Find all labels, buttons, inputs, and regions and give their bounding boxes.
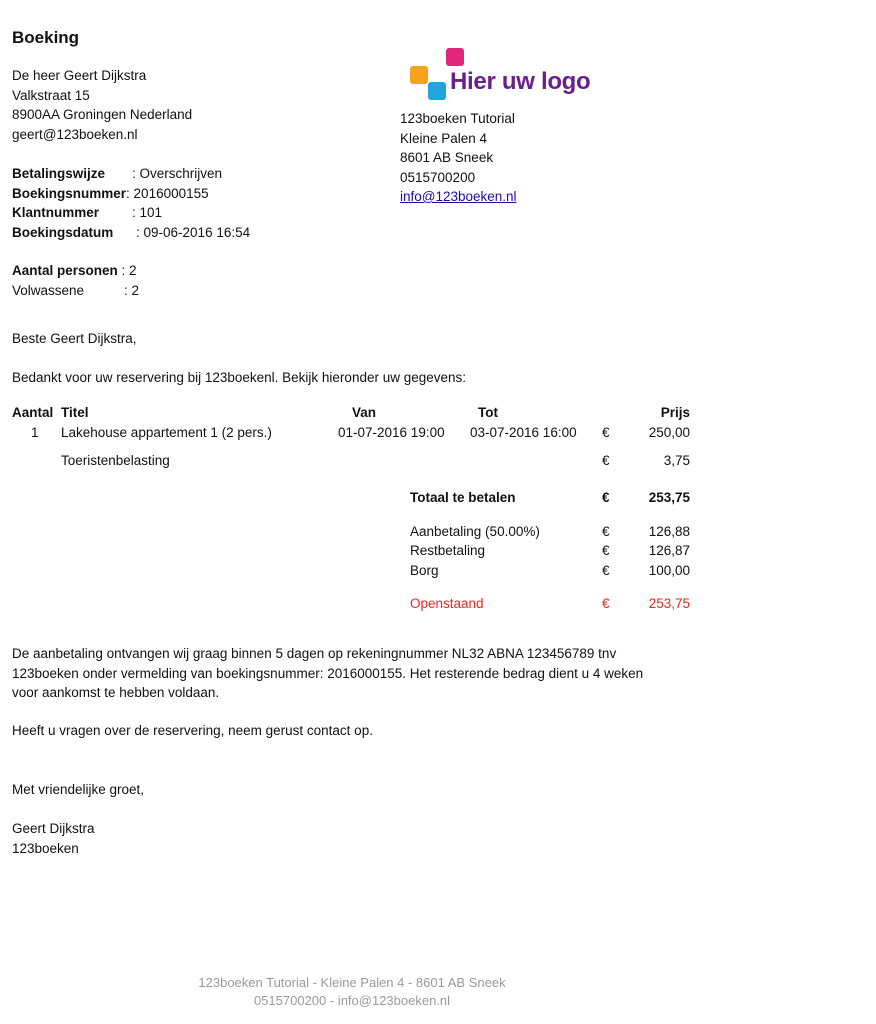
- logo-blue-tile: [428, 82, 446, 100]
- row-title: Toeristenbelasting: [61, 453, 170, 468]
- payment-currency: €: [602, 543, 610, 558]
- signature-name: Geert Dijkstra: [12, 821, 95, 836]
- header-qty: Aantal: [12, 405, 54, 420]
- detail-label: Boekingsdatum: [12, 224, 114, 240]
- header-title: Titel: [61, 405, 89, 420]
- detail-payment-method: Betalingswijze : Overschrijven: [12, 164, 250, 184]
- persons-adults: Volwassene : 2: [12, 281, 139, 301]
- customer-address: [12, 66, 192, 144]
- logo-pink-tile: [446, 48, 464, 66]
- detail-value: 09-06-2016 16:54: [143, 224, 251, 240]
- company-logo: [410, 48, 590, 102]
- detail-label: Boekingsnummer: [12, 185, 127, 201]
- payment-value: 126,88: [648, 524, 690, 539]
- header-to: Tot: [478, 405, 498, 420]
- questions-text: Heeft u vragen over de reservering, neem gerust contact op.: [12, 723, 373, 738]
- row-currency: €: [602, 453, 610, 468]
- payment-text-line: voor aankomst te hebben voldaan.: [12, 685, 220, 700]
- detail-value: Overschrijven: [139, 166, 223, 181]
- closing-text: Met vriendelijke groet,: [12, 782, 145, 797]
- total-label: Totaal te betalen: [410, 490, 516, 505]
- outstanding-value: 253,75: [648, 596, 690, 611]
- row-qty: 1: [31, 425, 39, 440]
- customer-name: De heer Geert Dijkstra: [12, 68, 147, 83]
- row-price: 3,75: [663, 453, 690, 468]
- detail-value: 101: [139, 205, 163, 220]
- payment-label: Restbetaling: [410, 543, 486, 558]
- row-from: 01-07-2016 19:00: [338, 425, 445, 440]
- booking-details: [12, 164, 250, 242]
- company-name: 123boeken Tutorial: [400, 111, 515, 126]
- payment-currency: €: [602, 524, 610, 539]
- customer-street: Valkstraat 15: [12, 87, 90, 103]
- detail-label: Klantnummer: [12, 205, 100, 220]
- signature: [12, 819, 95, 858]
- document-title: Boeking: [12, 28, 80, 47]
- detail-booking-number: Boekingsnummer: 2016000155: [12, 184, 250, 204]
- payment-instructions: [12, 644, 643, 703]
- logo-orange-tile: [410, 66, 428, 84]
- customer-city: 8900AA Groningen Nederland: [12, 107, 193, 122]
- row-to: 03-07-2016 16:00: [470, 425, 577, 440]
- footer-address: 123boeken Tutorial - Kleine Palen 4 - 8601 AB Sneek: [198, 975, 506, 990]
- persons-label: Aantal personen: [12, 263, 118, 278]
- company-phone: 0515700200: [400, 169, 476, 185]
- page-footer: [0, 974, 704, 1010]
- adults-label: Volwassene: [12, 282, 85, 298]
- payment-label: Borg: [410, 563, 439, 578]
- persons-info: [12, 261, 139, 300]
- company-city: 8601 AB Sneek: [400, 150, 494, 165]
- header-from: Van: [352, 405, 377, 420]
- company-street: Kleine Palen 4: [400, 130, 488, 146]
- header-price: Prijs: [660, 405, 690, 420]
- intro-text: Bedankt voor uw reservering bij 123boekenl. Bekijk hieronder uw gegevens:: [12, 370, 467, 385]
- row-title: Lakehouse appartement 1 (2 pers.): [61, 425, 272, 440]
- outstanding-currency: €: [602, 596, 610, 611]
- persons-total: Aantal personen : 2: [12, 261, 139, 281]
- persons-value: 2: [129, 263, 137, 278]
- adults-value: 2: [131, 282, 140, 298]
- detail-label: Betalingswijze: [12, 166, 106, 181]
- payment-label: Aanbetaling (50.00%): [410, 524, 540, 539]
- customer-email: geert@123boeken.nl: [12, 126, 138, 142]
- logo-text: Hier uw logo: [450, 68, 591, 95]
- detail-customer-number: Klantnummer : 101: [12, 203, 250, 223]
- payment-text-line: 123boeken onder vermelding van boekingsnummer: 2016000155. Het resterende bedrag dient u 4 weken: [12, 665, 644, 681]
- signature-company: 123boeken: [12, 840, 79, 856]
- detail-value: 2016000155: [133, 185, 209, 201]
- payment-value: 100,00: [648, 563, 690, 578]
- payment-currency: €: [602, 563, 610, 578]
- footer-contact: 0515700200 - info@123boeken.nl: [253, 993, 451, 1008]
- row-price: 250,00: [648, 425, 690, 440]
- total-value: 253,75: [648, 490, 690, 505]
- company-address: [400, 109, 517, 207]
- company-email-link[interactable]: info@123boeken.nl: [400, 189, 517, 204]
- detail-booking-date: Boekingsdatum : 09-06-2016 16:54: [12, 223, 250, 243]
- outstanding-label: Openstaand: [410, 596, 484, 611]
- payment-value: 126,87: [648, 543, 690, 558]
- total-currency: €: [602, 490, 610, 505]
- greeting: Beste Geert Dijkstra,: [12, 331, 137, 346]
- payment-text-line: De aanbetaling ontvangen wij graag binnen 5 dagen op rekeningnummer NL32 ABNA 123456789 tnv: [12, 646, 617, 661]
- row-currency: €: [602, 425, 610, 440]
